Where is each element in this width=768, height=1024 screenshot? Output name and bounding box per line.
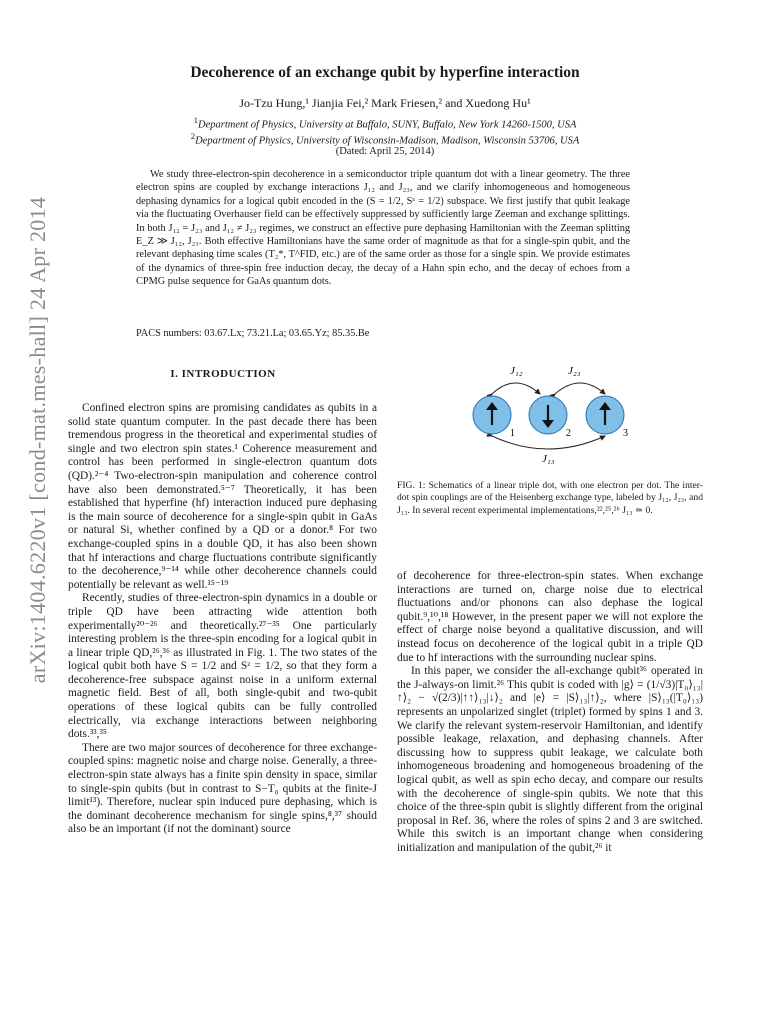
intro-paragraph-4: of decoherence for three-electron-spin states. When exchange interactions are turned on, charge noise due to electrical fluctuations and/or phonons can also dephase the logical qubit.⁹,¹⁰,¹⁸ However, in the present paper we will not explore the effect of charge noise beyond a qualitative discussion, and will instead focus on decoherence of the logical qubit in a triple QD due to hf interactions with the surrounding nuclear spins. xyxy=(397,570,703,664)
right-text-column xyxy=(397,570,703,855)
figure-caption: FIG. 1: Schematics of a linear triple dot, with one electron per dot. The inter-dot spin couplings are of the Heisenberg exchange type, labeled by J₁₂, J₂₃, and J₁₃. In several recent experimental implementations,²²,²⁵,²⁶ J₁₃ ≃ 0. xyxy=(397,480,703,516)
affiliation-1 xyxy=(110,115,660,131)
j23-coupling-arrow xyxy=(555,383,605,394)
affiliation-2-mark: 2 xyxy=(190,131,196,141)
paper-title: Decoherence of an exchange qubit by hyperfine interaction xyxy=(190,64,580,81)
j12-coupling-arrow xyxy=(492,383,540,394)
affiliation-2 xyxy=(110,131,660,147)
j12-label: J₁₂ xyxy=(510,365,523,377)
dot-number-3: 3 xyxy=(623,428,628,439)
affiliation-1-text: Department of Physics, University at Buffalo, SUNY, Buffalo, New York 14260-1500, USA xyxy=(197,119,577,131)
left-text-column xyxy=(68,402,377,837)
arxiv-identifier-text: arXiv:1404.6220v1 [cond-mat.mes-hall] 24 Apr 2014 xyxy=(25,196,51,684)
intro-paragraph-1: Confined electron spins are promising candidates as qubits in a solid state quantum computer. In the past decade there has been tremendous progress in the theoretical and experimental studies of single and two electron spin states.¹ Coherence measurement and control has been performed in single-electron quantum dots (QD).²⁻⁴ Two-electron-spin manipulation and coherence control have also been demonstrated.⁵⁻⁷ Theoretically, it has been established that hyperfine (hf) interaction induced pure dephasing is the main source of decoherence for a single-spin qubit in GaAs or natural Si, whether confined by a QD or a donor.⁸ For two exchange-coupled spins in a double QD, it has also been shown that hf interactions and charge fluctuations contribute significantly to the decoherence,⁹⁻¹⁴ while other decoherence channels could potentially be relevant as well.¹⁵⁻¹⁹ xyxy=(68,402,377,591)
section-heading-introduction: I. INTRODUCTION xyxy=(170,368,276,380)
dot-number-1: 1 xyxy=(510,428,515,439)
abstract: We study three-electron-spin decoherence in a semiconductor triple quantum dot with a linear geometry. The three electron spins are coupled by exchange interactions J₁₂ and J₂₃, and we clarify inhomogeneous and homogeneous dephasing dynamics for a logical qubit encoded in the (S = 1/2, Sᶻ = 1/2) subspace. We first justify that qubit leakage via the fluctuating Overhauser field can be effectively suppressed by sufficiently large Zeeman and exchange splittings. In both J₁₂ = J₂₃ and J₁₂ ≠ J₂₃ regimes, we construct an effective pure dephasing Hamiltonian with the Zeeman splitting E_Z ≫ J₁₂, J₂₃. Both effective Hamiltonians have the same order of magnitude as that for a single-spin qubit, and the relevant dephasing time scales (T₂*, T^FID, etc.) are of the same order as those for a single spin. We provide estimates of the dynamics of three-spin free induction decay, the decay of a Hahn spin echo, and the decay of echoes from a CPMG pulse sequence for GaAs quantum dots. xyxy=(136,169,630,288)
intro-paragraph-5: In this paper, we consider the all-exchange qubit³⁶ operated in the J-always-on limit.²⁶ This qubit is coded with |g⟩ = (1/√3)|T₀⟩₁₃|↑⟩₂ − √(2/3)|↑↑⟩₁₃|↓⟩₂ and |e⟩ = |S⟩₁₃|↑⟩₂, where |S⟩₁₃(|T₀⟩₁₃) represents an unpolarized singlet (triplet) formed by spins 1 and 3. We clarify the relevant system-reservoir Hamiltonian, and identify possible leakage, relaxation, and dephasing channels. After discussing how to suppress qubit leakage, we calculate both inhomogeneous broadening and homogeneous broadening of the logical qubit, as well as spin echo decay, and compare our results with the decoherence of single-spin qubits. We note that this choice of the three-spin qubit is slightly different from the original proposal in Ref. 36, where the roles of spins 2 and 3 are switched. While this switch is an important change when considering initialization and manipulation of the qubit,²⁶ it xyxy=(397,665,703,854)
author-list: Jo-Tzu Hung,¹ Jianjia Fei,² Mark Friesen,² and Xuedong Hu¹ xyxy=(239,96,531,110)
j13-coupling-arrow xyxy=(492,436,605,449)
arxiv-identifier-stamp xyxy=(22,190,54,690)
pacs-numbers: PACS numbers: 03.67.Lx; 73.21.La; 03.65.Yz; 85.35.Be xyxy=(136,328,370,339)
dated-line: (Dated: April 25, 2014) xyxy=(335,146,435,157)
dot-number-2: 2 xyxy=(566,428,571,439)
intro-paragraph-3: There are two major sources of decoherence for three exchange-coupled spins: magnetic noise and charge noise. Generally, a three-electron-spin state always has a finite spin density in space, similar to single-spin qubits (but in contrast to S−T₀ qubits at the finite-J limit¹³). Therefore, nuclear spin induced pure dephasing, which is the dominant decoherence mechanism for single spins,⁸,³⁷ should also be an important (if not the dominant) source xyxy=(68,741,377,836)
intro-paragraph-2: Recently, studies of three-electron-spin dynamics in a double or triple QD have been attracting wide attention both experimentally²⁰⁻²⁶ and theoretically.²⁷⁻³⁵ One particularly interesting problem is the three-spin encoding for a logical qubit in a linear triple QD,²⁶,³⁶ as illustrated in Fig. 1. The two states of the logical qubit both have S = 1/2 and Sᶻ = 1/2, so that they form a decoherence-free subspace against noise in a uniform external magnetic field. Best of all, both single-qubit and two-qubit operations of these logical qubits can be fully controlled electrically, via exchange interactions between neighboring dots.³³,³⁵ xyxy=(68,592,377,741)
affiliation-1-mark: 1 xyxy=(193,115,198,125)
j23-label: J₂₃ xyxy=(568,365,581,377)
affiliation-2-text: Department of Physics, University of Wisconsin-Madison, Madison, Wisconsin 53706, USA xyxy=(195,135,580,147)
triple-dot-figure xyxy=(460,360,650,470)
j13-label: J₁₃ xyxy=(542,453,555,465)
